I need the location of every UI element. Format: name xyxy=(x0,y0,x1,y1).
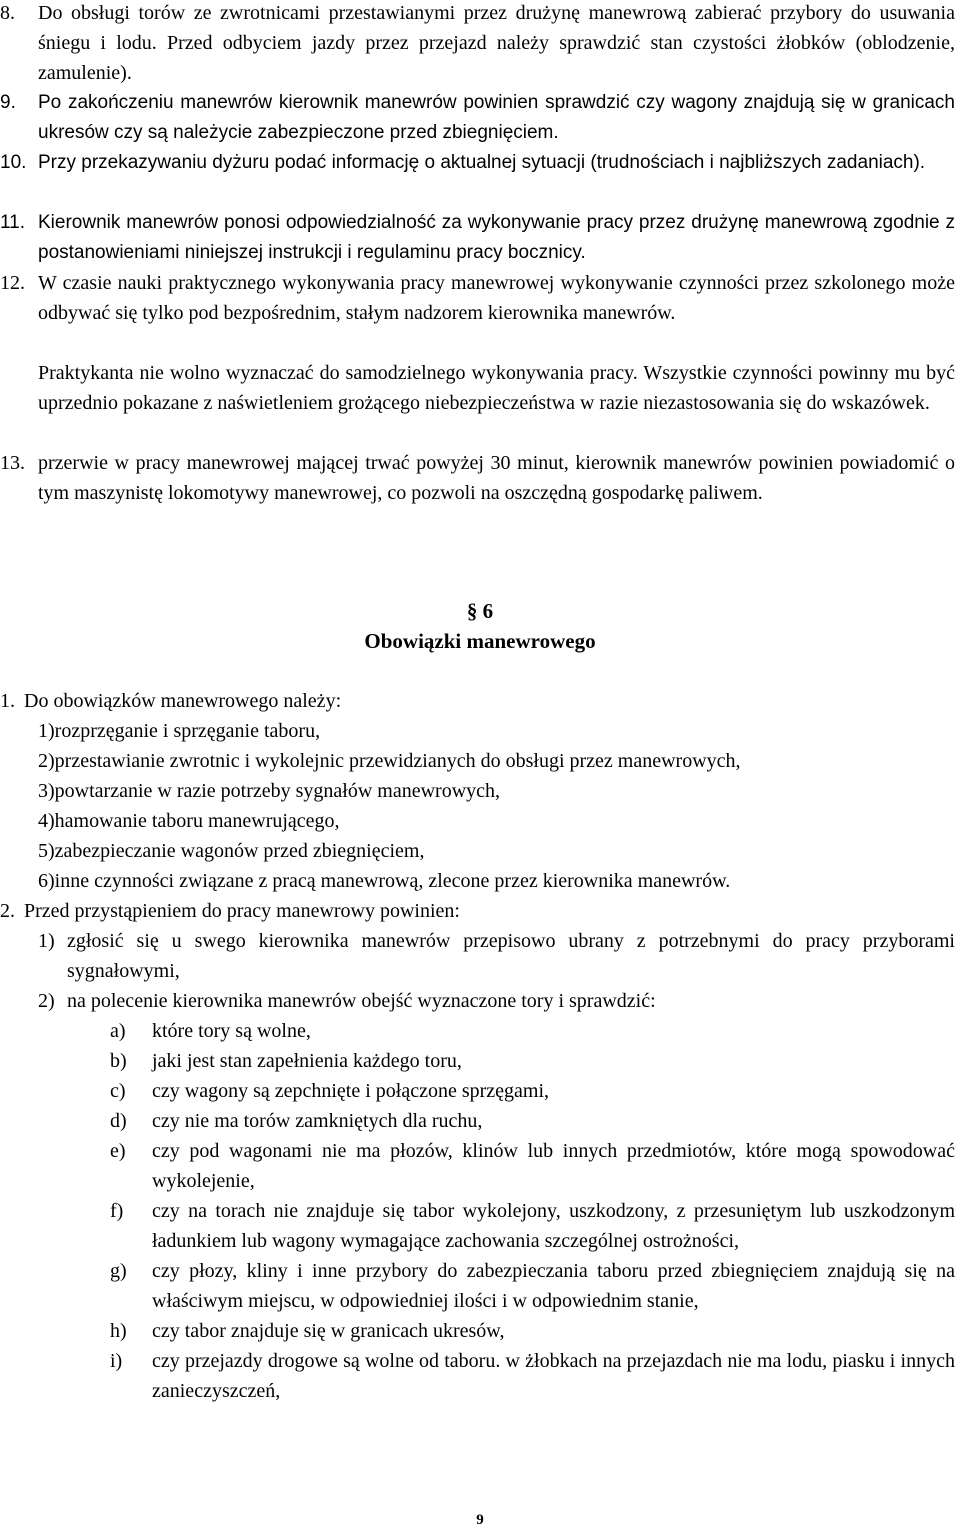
item-text: zgłosić się u swego kierownika manewrów przepisowo ubrany z potrzebnymi do pracy przyborami sygnałowymi, xyxy=(67,930,955,982)
list-item-8 xyxy=(0,0,955,88)
section-symbol: § 6 xyxy=(466,599,494,623)
paragraph-text: Przed przystąpieniem do pracy manewrowy powinien: xyxy=(24,900,460,922)
paragraph-1 xyxy=(0,686,955,896)
sub-list-item xyxy=(0,1346,955,1406)
sub-item-letter: h) xyxy=(110,1320,127,1342)
sub-item-letter: f) xyxy=(110,1200,124,1222)
sub-list-item xyxy=(0,1256,955,1316)
item-text: Do obsługi torów ze zwrotnicami przestawianymi przez drużynę manewrową zabierać przybory do usuwania śniegu i lodu. Przed odbyciem jazdy przez przejazd należy sprawdzić stan czystości żłobków (oblodzenie, zamulenie). xyxy=(38,2,955,84)
paragraph-number: 1. xyxy=(0,690,15,712)
list-item xyxy=(0,866,955,896)
sub-item-letter: b) xyxy=(110,1050,127,1072)
sub-list-item xyxy=(0,1316,955,1346)
list-item-12-continuation xyxy=(0,358,955,418)
sub-item-text: czy przejazdy drogowe są wolne od taboru. w żłobkach na przejazdach nie ma lodu, piasku i innych zanieczyszczeń, xyxy=(152,1350,955,1402)
item-number: 10. xyxy=(0,152,27,173)
paragraph-1-header xyxy=(0,686,955,716)
sub-list-item xyxy=(0,1196,955,1256)
list-item xyxy=(0,746,955,776)
sub-list-item xyxy=(0,1106,955,1136)
sub-item-text: czy wagony są zepchnięte i połączone sprzęgami, xyxy=(152,1080,550,1102)
duty-item: 2)przestawianie zwrotnic i wykolejnic przewidzianych do obsługi przez manewrowych, xyxy=(38,750,741,772)
item-number: 11. xyxy=(0,212,26,233)
item-text: Praktykanta nie wolno wyznaczać do samodzielnego wykonywania pracy. Wszystkie czynności powinny mu być uprzednio pokazane z naświetleniem grożącego niebezpieczeństwa w razie niezastosowania się do wskazówek. xyxy=(38,362,955,414)
item-number: 9. xyxy=(0,92,16,113)
duty-item: 5)zabezpieczanie wagonów przed zbiegnięciem, xyxy=(38,840,425,862)
sub-list-item xyxy=(0,1076,955,1106)
section-title: Obowiązki manewrowego xyxy=(364,629,596,653)
sub-item-text: które tory są wolne, xyxy=(152,1020,311,1042)
sub-item-letter: c) xyxy=(110,1080,126,1102)
paragraph-2-header xyxy=(0,896,955,926)
duty-item: 4)hamowanie taboru manewrującego, xyxy=(38,810,340,832)
sub-item-text: czy tabor znajduje się w granicach ukresów, xyxy=(152,1320,505,1342)
duty-item: 3)powtarzanie w razie potrzeby sygnałów manewrowych, xyxy=(38,780,501,802)
list-item xyxy=(0,776,955,806)
item-number: 13. xyxy=(0,452,25,474)
item-text: Po zakończeniu manewrów kierownik manewrów powinien sprawdzić czy wagony znajdują się w granicach ukresów czy są należycie zabezpieczone przed zbiegnięciem. xyxy=(38,92,955,143)
list-item xyxy=(0,836,955,866)
list-item-13 xyxy=(0,448,955,508)
duty-item: 1)rozprzęganie i sprzęganie taboru, xyxy=(38,720,321,742)
item-number: 12. xyxy=(0,272,25,294)
item-text: Kierownik manewrów ponosi odpowiedzialność za wykonywanie pracy przez drużynę manewrową zgodnie z postanowieniami niniejszej instrukcji i regulaminu pracy bocznicy. xyxy=(38,212,955,263)
sub-item-text: czy na torach nie znajduje się tabor wykolejony, uszkodzony, z przesuniętym lub uszkodzonym ładunkiem lub wagony wymagające zachowania szczególnej ostrożności, xyxy=(152,1200,955,1252)
paragraph-number: 2. xyxy=(0,900,15,922)
page-number: 9 xyxy=(476,1512,484,1528)
item-text: W czasie nauki praktycznego wykonywania pracy manewrowej wykonywanie czynności przez szkolonego może odbywać się tylko pod bezpośrednim, stałym nadzorem kierownika manewrów. xyxy=(38,272,955,324)
paragraph-text: Do obowiązków manewrowego należy: xyxy=(24,690,342,712)
list-item xyxy=(0,986,955,1016)
list-item xyxy=(0,716,955,746)
sub-item-text: czy płozy, kliny i inne przybory do zabezpieczania taboru przed zbiegnięciem znajdują się na właściwym miejscu, w odpowiedniej ilości i w odpowiednim stanie, xyxy=(152,1260,955,1312)
item-text: Przy przekazywaniu dyżuru podać informację o aktualnej sytuacji (trudnościach i najbliższych zadaniach). xyxy=(38,152,926,173)
item-number: 8. xyxy=(0,2,15,24)
sub-item-letter: g) xyxy=(110,1260,127,1282)
item-number: 1) xyxy=(38,930,55,952)
item-text: przerwie w pracy manewrowej mającej trwać powyżej 30 minut, kierownik manewrów powinien powiadomić o tym maszynistę lokomotywy manewrowej, co pozwoli na oszczędną gospodarkę paliwem. xyxy=(38,452,955,504)
sub-list-item xyxy=(0,1046,955,1076)
list-item-12 xyxy=(0,268,955,328)
item-text: na polecenie kierownika manewrów obejść wyznaczone tory i sprawdzić: xyxy=(67,990,656,1012)
sub-item-text: czy pod wagonami nie ma płozów, klinów lub innych przedmiotów, które mogą spowodować wykolejenie, xyxy=(152,1140,955,1192)
sub-item-text: czy nie ma torów zamkniętych dla ruchu, xyxy=(152,1110,483,1132)
list-item-9 xyxy=(0,88,955,148)
paragraph-2 xyxy=(0,896,955,1406)
sub-item-text: jaki jest stan zapełnienia każdego toru, xyxy=(152,1050,462,1072)
list-item-10 xyxy=(0,148,955,178)
sub-item-letter: i) xyxy=(110,1350,123,1372)
sub-item-letter: a) xyxy=(110,1020,126,1042)
sub-list-item xyxy=(0,1016,955,1046)
list-item xyxy=(0,926,955,986)
list-item xyxy=(0,806,955,836)
list-item-11 xyxy=(0,208,955,268)
item-number: 2) xyxy=(38,990,55,1012)
sub-item-letter: d) xyxy=(110,1110,127,1132)
duty-item: 6)inne czynności związane z pracą manewrową, zlecone przez kierownika manewrów. xyxy=(38,870,731,892)
sub-list-item xyxy=(0,1136,955,1196)
sub-item-letter: e) xyxy=(110,1140,126,1162)
